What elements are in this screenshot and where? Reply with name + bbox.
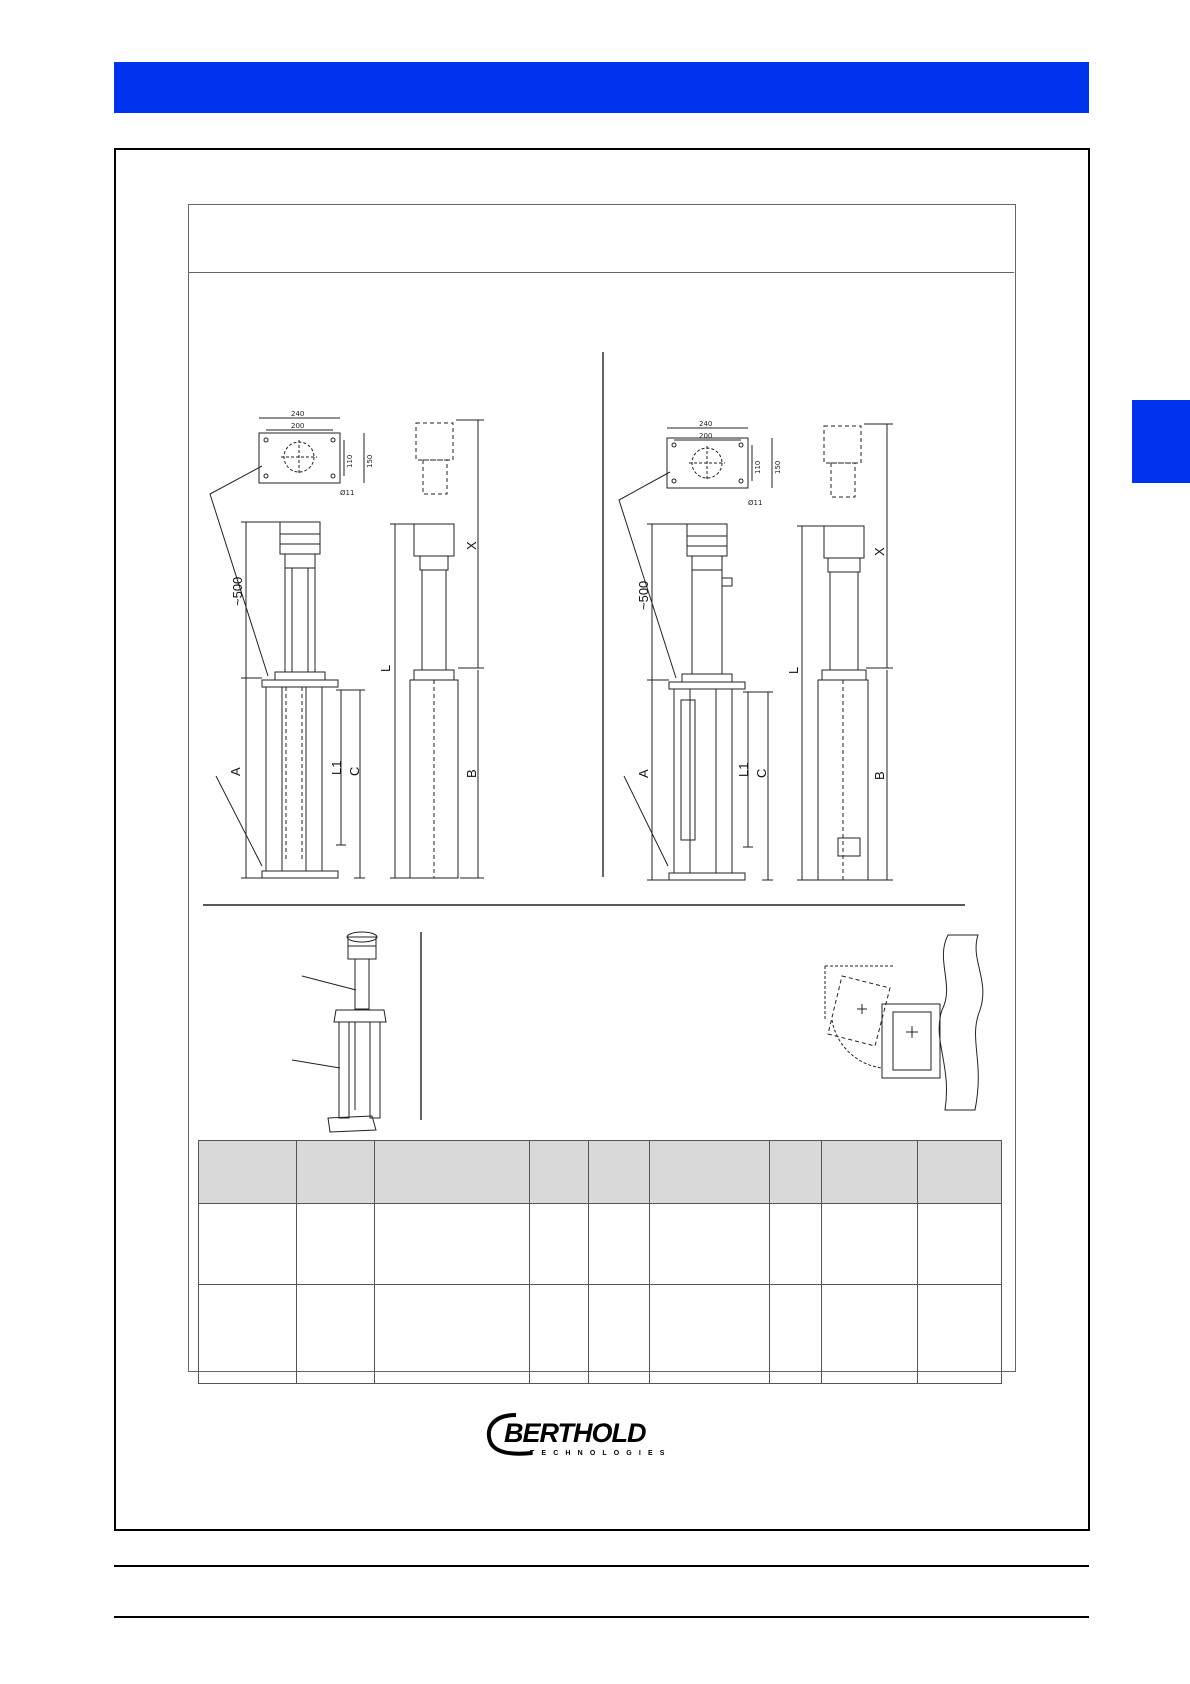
left-dim-x: X <box>464 541 479 550</box>
right-dim-l1: L1 <box>736 762 751 777</box>
right-dim-c: C <box>754 768 769 778</box>
table-header-row <box>199 1141 1002 1204</box>
right-dim-l: L <box>786 666 801 674</box>
left-plate-width-outer: 240 <box>291 410 305 418</box>
footer-rule-bottom <box>114 1616 1089 1618</box>
left-dim-c: C <box>347 766 362 776</box>
left-plate-height-outer: 150 <box>366 454 374 468</box>
right-plate-width-inner: 200 <box>699 432 713 440</box>
right-dim-a: A <box>636 769 651 778</box>
right-dim-b: B <box>872 771 887 780</box>
right-plate-hole: Ø11 <box>748 499 763 507</box>
left-dim-l: L <box>378 664 393 672</box>
spec-table <box>198 1140 1002 1384</box>
table-row <box>199 1204 1002 1285</box>
footer-rule-top <box>114 1565 1089 1567</box>
right-plate-width-outer: 240 <box>699 420 713 428</box>
left-dim-l1: L1 <box>329 760 344 775</box>
left-dim-a: A <box>228 767 243 776</box>
svg-text:T E C H N O L O G I E S: T E C H N O L O G I E S <box>530 1450 668 1457</box>
left-dim-approx: ~500 <box>230 576 245 606</box>
svg-text:BERTHOLD: BERTHOLD <box>504 1418 646 1448</box>
right-plate-height-inner: 110 <box>754 460 762 474</box>
berthold-logo-icon <box>486 1409 716 1459</box>
right-dim-approx: ~500 <box>636 580 651 610</box>
table-row <box>199 1285 1002 1384</box>
left-plate-height-inner: 110 <box>346 454 354 468</box>
left-dim-b: B <box>464 769 479 778</box>
left-plate-width-inner: 200 <box>291 422 305 430</box>
left-plate-hole: Ø11 <box>340 489 355 497</box>
right-plate-height-outer: 150 <box>774 460 782 474</box>
right-dim-x: X <box>872 547 887 556</box>
